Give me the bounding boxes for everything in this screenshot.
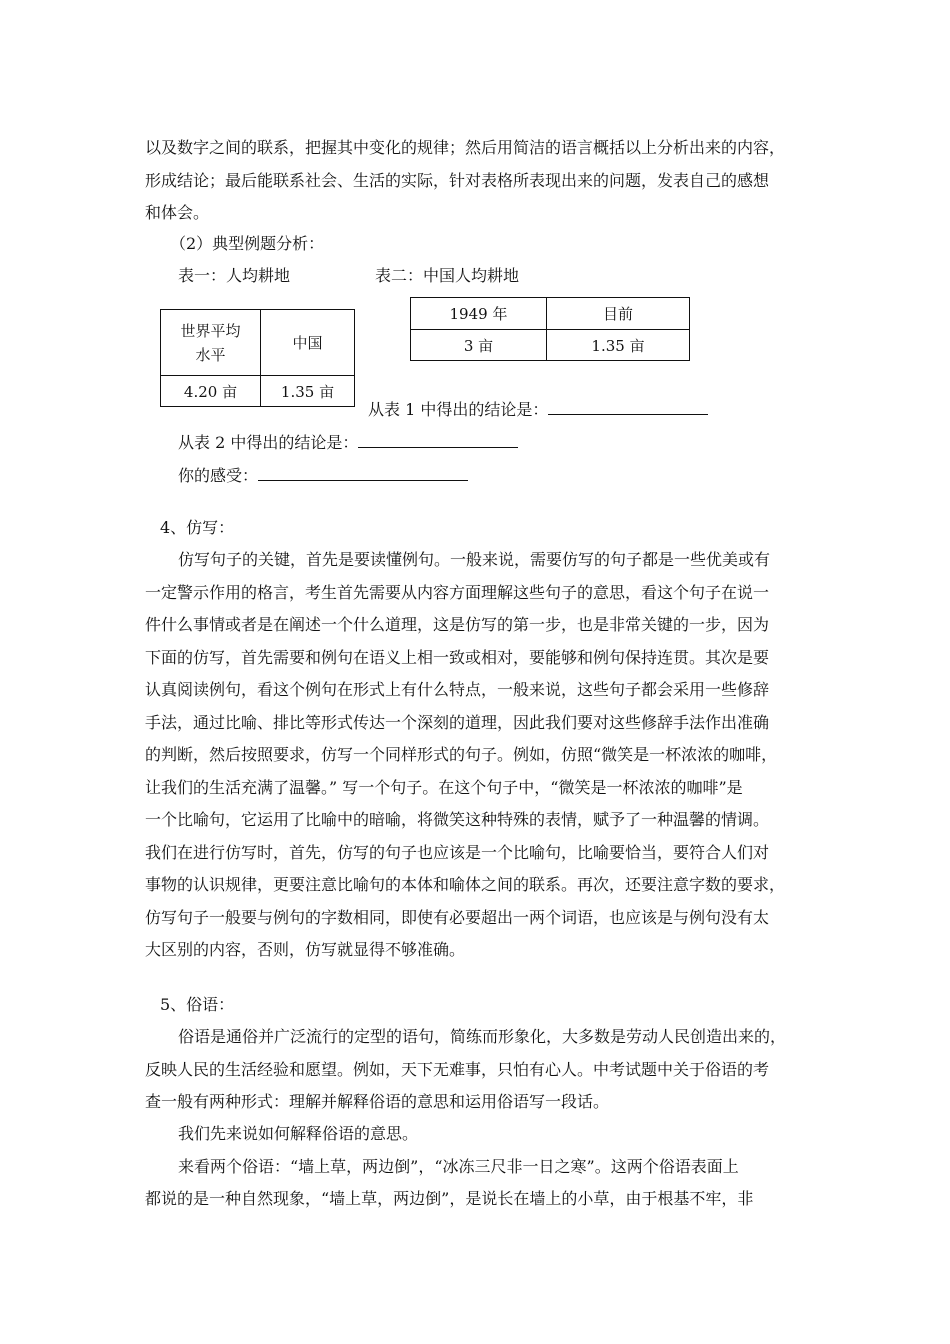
table2-cell-1949: 3 亩	[411, 330, 547, 361]
table1-caption: 表一：人均耕地	[178, 266, 291, 285]
table1-header-world-line2: 水平	[195, 345, 226, 364]
section4-line-4: 下面的仿写，首先需要和例句在语义上相一致或相对，要能够和例句保持连贯。其次是要	[145, 648, 770, 667]
section4-line-12: 仿写句子一般要与例句的字数相同，即使有必要超出一两个词语，也应该是与例句没有太	[145, 908, 770, 927]
section5-line-2: 反映人民的生活经验和愿望。例如，天下无难事，只怕有心人。中考试题中关于俗语的考	[145, 1060, 770, 1079]
section4-line-9: 一个比喻句，它运用了比喻中的暗喻，将微笑这种特殊的表情，赋予了一种温馨的情调。	[145, 810, 770, 829]
table2-header-1949: 1949 年	[411, 298, 547, 330]
question-feeling-label: 你的感受：	[178, 466, 259, 485]
section5-line-3: 查一般有两种形式：理解并解释俗语的意思和运用俗语写一段话。	[145, 1092, 610, 1111]
section4-title: 4、仿写：	[160, 518, 235, 537]
section5-line-6: 都说的是一种自然现象，“墙上草，两边倒”，是说长在墙上的小草，由于根基不牢，非	[145, 1189, 754, 1208]
section5-line-1: 俗语是通俗并广泛流行的定型的语句，简练而形象化，大多数是劳动人民创造出来的，	[178, 1027, 787, 1046]
section4-line-11: 事物的认识规律，更要注意比喻句的本体和喻体之间的联系。再次，还要注意字数的要求，	[145, 875, 786, 894]
table2	[410, 297, 690, 361]
table1-header-china: 中国	[261, 310, 355, 376]
section4-line-7: 的判断，然后按照要求，仿写一个同样形式的句子。例如，仿照“微笑是一杯浓浓的咖啡，	[145, 745, 778, 764]
intro-line-1: 以及数字之间的联系，把握其中变化的规律；然后用简洁的语言概括以上分析出来的内容，	[145, 138, 786, 157]
question-table2-label: 从表 2 中得出的结论是：	[178, 433, 359, 452]
section4-line-6: 手法，通过比喻、排比等形式传达一个深刻的道理，因此我们要对这些修辞手法作出准确	[145, 713, 770, 732]
table1-header-world	[161, 310, 261, 376]
section5-line-4: 我们先来说如何解释俗语的意思。	[178, 1124, 419, 1143]
section4-line-1: 仿写句子的关键，首先是要读懂例句。一般来说，需要仿写的句子都是一些优美或有	[178, 550, 771, 569]
section5-title: 5、俗语：	[160, 995, 235, 1014]
question-table2	[178, 431, 518, 453]
section4-line-13: 大区别的内容，否则，仿写就显得不够准确。	[145, 940, 466, 959]
answer-blank-3[interactable]	[258, 464, 468, 481]
section4-line-3: 件什么事情或者是在阐述一个什么道理，这是仿写的第一步，也是非常关键的一步，因为	[145, 615, 770, 634]
answer-blank-1[interactable]	[548, 398, 708, 415]
section4-line-10: 我们在进行仿写时，首先，仿写的句子也应该是一个比喻句，比喻要恰当，要符合人们对	[145, 843, 770, 862]
question-table1-label: 从表 1 中得出的结论是：	[368, 400, 549, 419]
table1	[160, 309, 355, 407]
example-heading: （2）典型例题分析：	[170, 234, 325, 253]
section4-line-2: 一定警示作用的格言，考生首先需要从内容方面理解这些句子的意思，看这个句子在说一	[145, 583, 770, 602]
question-table1	[368, 398, 708, 420]
table2-cell-now: 1.35 亩	[547, 330, 690, 361]
table2-caption: 表二：中国人均耕地	[375, 266, 520, 285]
intro-line-2: 形成结论；最后能联系社会、生活的实际，针对表格所表现出来的问题，发表自己的感想	[145, 171, 770, 190]
table1-cell-world: 4.20 亩	[161, 376, 261, 407]
table1-header-world-line1: 世界平均	[180, 321, 241, 340]
answer-blank-2[interactable]	[358, 431, 518, 448]
table1-cell-china: 1.35 亩	[261, 376, 355, 407]
intro-line-3: 和体会。	[145, 203, 210, 222]
table2-header-now: 目前	[547, 298, 690, 330]
question-feeling	[178, 464, 468, 486]
section5-line-5: 来看两个俗语：“墙上草，两边倒”，“冰冻三尺非一日之寒”。这两个俗语表面上	[178, 1157, 739, 1176]
section4-line-8: 让我们的生活充满了温馨。” 写一个句子。在这个句子中，“微笑是一杯浓浓的咖啡”是	[145, 778, 743, 797]
section4-line-5: 认真阅读例句，看这个例句在形式上有什么特点，一般来说，这些句子都会采用一些修辞	[145, 680, 770, 699]
